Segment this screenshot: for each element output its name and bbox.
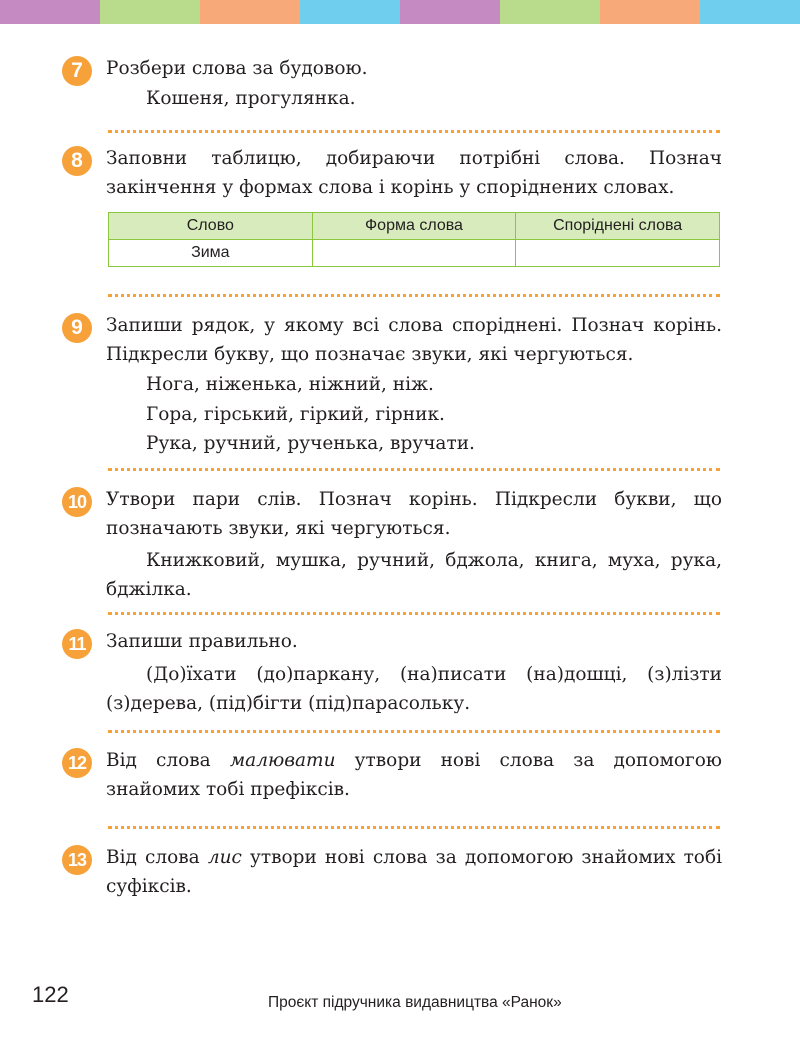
task-instruction: Утвори пари слів. Познач корінь. Підкресли букви, що позначають звуки, які чергуються. (106, 489, 722, 539)
dotted-separator (108, 294, 720, 297)
task-number-badge: 7 (62, 56, 92, 86)
table-cell (312, 240, 516, 267)
task-number-badge: 8 (62, 146, 92, 176)
task-9 (62, 311, 722, 459)
color-segment (400, 0, 500, 24)
task-number-badge: 9 (62, 313, 92, 343)
example-line: Гора, гірський, гіркий, гірник. (146, 403, 445, 425)
task-number-badge: 11 (62, 629, 92, 659)
task-instruction: Заповни таблицю, добираючи потрібні слова. Познач закінчення у формах слова і корінь у споріднених словах. (106, 148, 722, 198)
task-13 (62, 843, 722, 901)
color-segment (0, 0, 100, 24)
table-cell (516, 240, 720, 267)
task-8 (62, 144, 722, 202)
task-instruction (106, 843, 722, 901)
table-cell: Зима (109, 240, 313, 267)
color-segment (600, 0, 700, 24)
task-7 (62, 54, 722, 114)
instruction-prefix: Від слова (106, 847, 200, 868)
dotted-separator (108, 468, 720, 471)
color-segment (500, 0, 600, 24)
task-instruction: Запиши правильно. (106, 631, 298, 652)
task-instruction: Запиши рядок, у якому всі слова споріднені. Познач корінь. Підкресли букву, що позначає звуки, які чергуються. (106, 315, 722, 365)
table-header-cell: Споріднені слова (516, 213, 720, 240)
task-number-badge: 10 (62, 487, 92, 517)
table-header-row (109, 213, 720, 240)
task-instruction: Розбери слова за будовою. (106, 58, 368, 79)
page-number: 122 (32, 982, 69, 1007)
task-number-badge: 13 (62, 845, 92, 875)
word-table (108, 212, 720, 267)
key-word: малювати (229, 750, 336, 771)
color-segment (200, 0, 300, 24)
task-12 (62, 746, 722, 804)
top-color-bar (0, 0, 800, 24)
color-segment (700, 0, 800, 24)
table-header-cell: Форма слова (312, 213, 516, 240)
task-example: Кошеня, прогулянка. (146, 88, 356, 109)
task-11 (62, 627, 722, 718)
color-segment (300, 0, 400, 24)
instruction-suffix: утвори нові слова за допомогою знайомих тобі суфіксів. (106, 847, 722, 897)
dotted-separator (108, 730, 720, 733)
dotted-separator (108, 130, 720, 133)
instruction-prefix: Від слова (106, 750, 211, 771)
key-word: лис (207, 847, 242, 868)
example-line: Рука, ручний, рученька, вручати. (146, 433, 475, 454)
color-segment (100, 0, 200, 24)
dotted-separator (108, 826, 720, 829)
task-number-badge: 12 (62, 748, 92, 778)
task-10 (62, 485, 722, 604)
task-words: (До)їхати (до)паркану, (на)писати (на)дошці, (з)лізти (з)дерева, (під)бігти (під)парасольку. (106, 664, 722, 714)
table-row (109, 240, 720, 267)
example-line: Нога, ніженька, ніжний, ніж. (146, 374, 434, 395)
task-words: Книжковий, мушка, ручний, бджола, книга, муха, рука, бджілка. (106, 550, 722, 600)
table-header-cell: Слово (109, 213, 313, 240)
publisher-footer: Проєкт підручника видавництва «Ранок» (268, 994, 562, 1011)
dotted-separator (108, 612, 720, 615)
task-instruction (106, 746, 722, 804)
instruction-suffix: утвори нові слова за допомогою знайомих тобі префіксів. (106, 750, 722, 800)
